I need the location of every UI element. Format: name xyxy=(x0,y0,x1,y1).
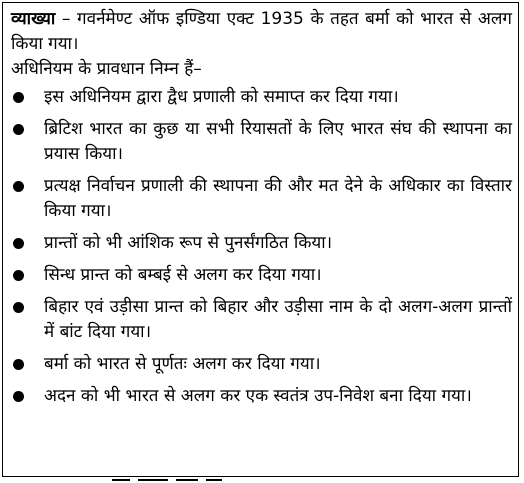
provisions-lead: अधिनियम के प्रावधान निम्न हैं– xyxy=(11,59,202,79)
list-item xyxy=(11,263,512,288)
list-item-text: सिन्ध प्रान्त को बम्बई से अलग कर दिया गया। xyxy=(44,265,322,285)
explanation-intro xyxy=(11,7,512,57)
bullet-icon xyxy=(13,92,24,103)
bullet-icon xyxy=(13,124,24,135)
bullet-icon xyxy=(13,181,24,192)
list-item-text: प्रान्तों को भी आंशिक रूप से पुनर्संगठित किया। xyxy=(44,233,333,253)
list-item xyxy=(11,352,512,377)
bullet-icon xyxy=(13,238,24,249)
list-item xyxy=(11,174,512,224)
list-item xyxy=(11,384,512,409)
bullet-icon xyxy=(13,270,24,281)
list-item-text: ब्रिटिश भारत का कुछ या सभी रियासतों के लिए भारत संघ की स्थापना का प्रयास किया। xyxy=(44,119,512,164)
list-item xyxy=(11,85,512,110)
list-item-text: इस अधिनियम द्वारा द्वैध प्रणाली को समाप्त कर दिया गया। xyxy=(44,87,399,107)
list-item-text: प्रत्यक्ष निर्वाचन प्रणाली की स्थापना की और मत देने के अधिकार का विस्तार किया गया। xyxy=(44,176,512,221)
list-item-text: बर्मा को भारत से पूर्णतः अलग कर दिया गया। xyxy=(44,354,321,374)
explanation-box xyxy=(2,2,519,477)
cropped-text-fragment xyxy=(112,479,232,482)
list-item xyxy=(11,231,512,256)
explanation-term: व्याख्या xyxy=(11,9,56,29)
explanation-text: – गवर्नमेण्ट ऑफ इण्डिया एक्ट 1935 के तहत बर्मा को भारत से अलग किया गया। xyxy=(11,9,512,54)
bullet-icon xyxy=(13,359,24,370)
list-item xyxy=(11,117,512,167)
provisions-list xyxy=(11,85,512,409)
list-item-text: अदन को भी भारत से अलग कर एक स्वतंत्र उप-निवेश बना दिया गया। xyxy=(44,386,472,406)
list-item-text: बिहार एवं उड़ीसा प्रान्त को बिहार और उड़ीसा नाम के दो अलग-अलग प्रान्तों में बांट दिया गया। xyxy=(44,297,512,342)
bullet-icon xyxy=(13,302,24,313)
bullet-icon xyxy=(13,391,24,402)
list-item xyxy=(11,295,512,345)
